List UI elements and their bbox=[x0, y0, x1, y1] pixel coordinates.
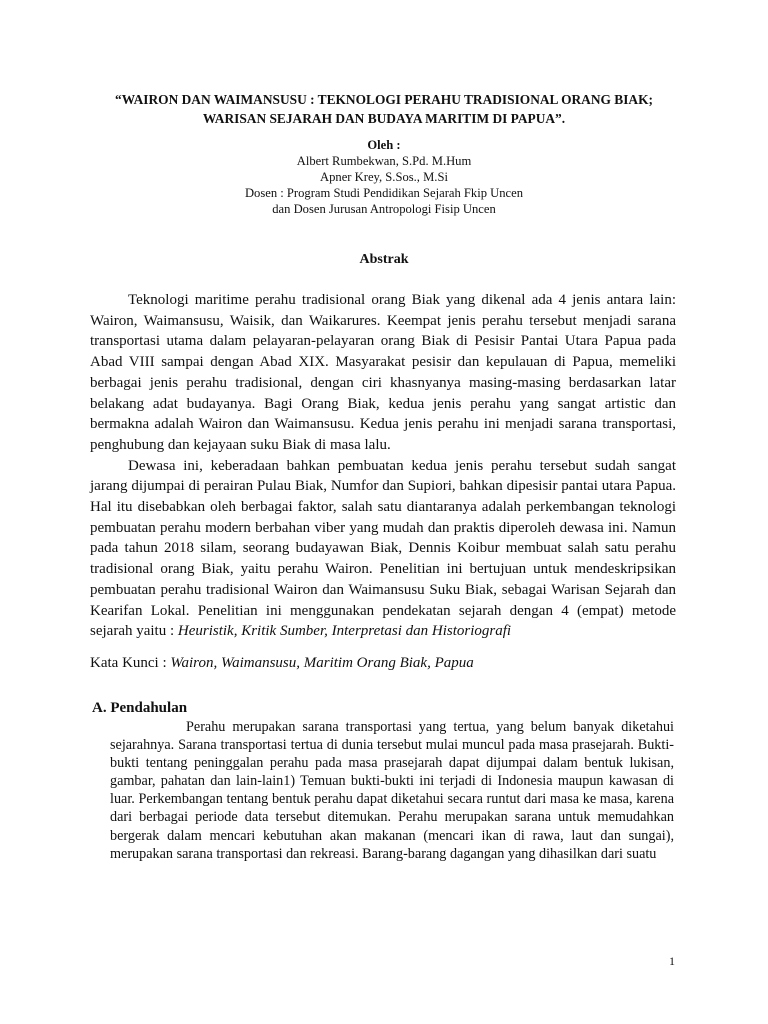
abstract-paragraph-1: Teknologi maritime perahu tradisional orang Biak yang dikenal ada 4 jenis antara lain: Wairon, Waimansusu, Waisik, dan Waikarures. Keempat jenis perahu tersebut menjadi sarana transportasi utama dalam pelayaran-pelayaran orang Biak di Pesisir Pantai Utara Papua pada Abad VIII sampai dengan Abad XIX. Masyarakat pesisir dan kepulauan di Papua, memeliki berbagai jenis perahu tradisional, dengan ciri khasnyanya masing-masing berdasarkan latar belakang adat budayanya. Bagi Orang Biak, kedua jenis perahu yang sangat artistic dan bermakna adalah Wairon dan Waimansusu. Kedua jenis perahu ini menjadi sarana transportasi, penghubung dan kejayaan suku Biak di masa lalu. bbox=[90, 292, 676, 453]
page-number: 1 bbox=[669, 954, 675, 968]
keywords bbox=[90, 655, 474, 672]
by-label: Oleh : bbox=[367, 138, 401, 152]
section-body bbox=[110, 718, 674, 863]
abstract-methods: Heuristik, Kritik Sumber, Interpretasi dan Historiografi bbox=[177, 623, 512, 640]
section-paragraph: Perahu merupakan sarana transportasi yang tertua, yang belum banyak diketahui sejarahnya. Sarana transportasi tertua di dunia tersebut mulai muncul pada masa prasejarah. Bukti-bukti tentang peninggalan perahu pada masa prasejarah dapat dijumpai dalam bentuk lukisan, gambar, pahatan dan lain-lain1) Temuan bukti-bukti ini terjadi di Indonesia maupun kawasan di luar. Perkembangan tentang bentuk perahu dapat diketahui secara runtut dari masa ke masa, karena dari berbagai periode data tersebut ditemukan. Perahu merupakan sarana untuk memudahkan bergerak dalam mencari kebutuhan akan makanan (mencari ikan di rawa, laut dan sungai), merupakan sarana transportasi dan rekreasi. Barang-barang dagangan yang dihasilkan dari suatu bbox=[110, 719, 674, 862]
author-block bbox=[60, 137, 708, 217]
author-2: Apner Krey, S.Sos., M.Si bbox=[320, 170, 448, 184]
abstract-paragraph-2 bbox=[90, 456, 676, 642]
title-line-1: “WAIRON DAN WAIMANSUSU : TEKNOLOGI PERAHU TRADISIONAL ORANG BIAK; bbox=[115, 92, 653, 107]
abstract-heading: Abstrak bbox=[359, 252, 409, 267]
section-heading: A. Pendahulan bbox=[92, 700, 188, 716]
title-line-2: WARISAN SEJARAH DAN BUDAYA MARITIM DI PAPUA”. bbox=[202, 111, 566, 126]
author-1: Albert Rumbekwan, S.Pd. M.Hum bbox=[296, 154, 472, 168]
affiliation-2: dan Dosen Jurusan Antropologi Fisip Uncen bbox=[272, 202, 496, 216]
keywords-label: Kata Kunci : bbox=[90, 655, 171, 671]
abstract-paragraph-2-text: Dewasa ini, keberadaan bahkan pembuatan kedua jenis perahu tersebut sudah sangat jarang dijumpai di perairan Pulau Biak, Numfor dan Supiori, bahkan dipesisir pantai utara Papua. Hal itu disebabkan oleh berbagai faktor, salah satu diantaranya adalah perkembangan teknologi pembuatan perahu modern berbahan viber yang mudah dan praktis diperoleh dewasa ini. Namun pada tahun 2018 silam, seorang budayawan Biak, Dennis Koibur membuat salah satu perahu tradisional orang Biak, yaitu perahu Wairon. Penelitian ini bertujuan untuk mendeskripsikan pembuatan perahu tradisional Wairon dan Waimansusu Suku Biak, sebagai Warisan Sejarah dan Kearifan Lokal. Penelitian ini menggunakan pendekatan sejarah dengan 4 (empat) metode sejarah yaitu : bbox=[90, 457, 676, 640]
affiliation-1: Dosen : Program Studi Pendidikan Sejarah Fkip Uncen bbox=[244, 186, 524, 200]
abstract-body bbox=[90, 290, 676, 642]
paper-title bbox=[60, 90, 708, 128]
keywords-value: Wairon, Waimansusu, Maritim Orang Biak, Papua bbox=[170, 655, 474, 671]
